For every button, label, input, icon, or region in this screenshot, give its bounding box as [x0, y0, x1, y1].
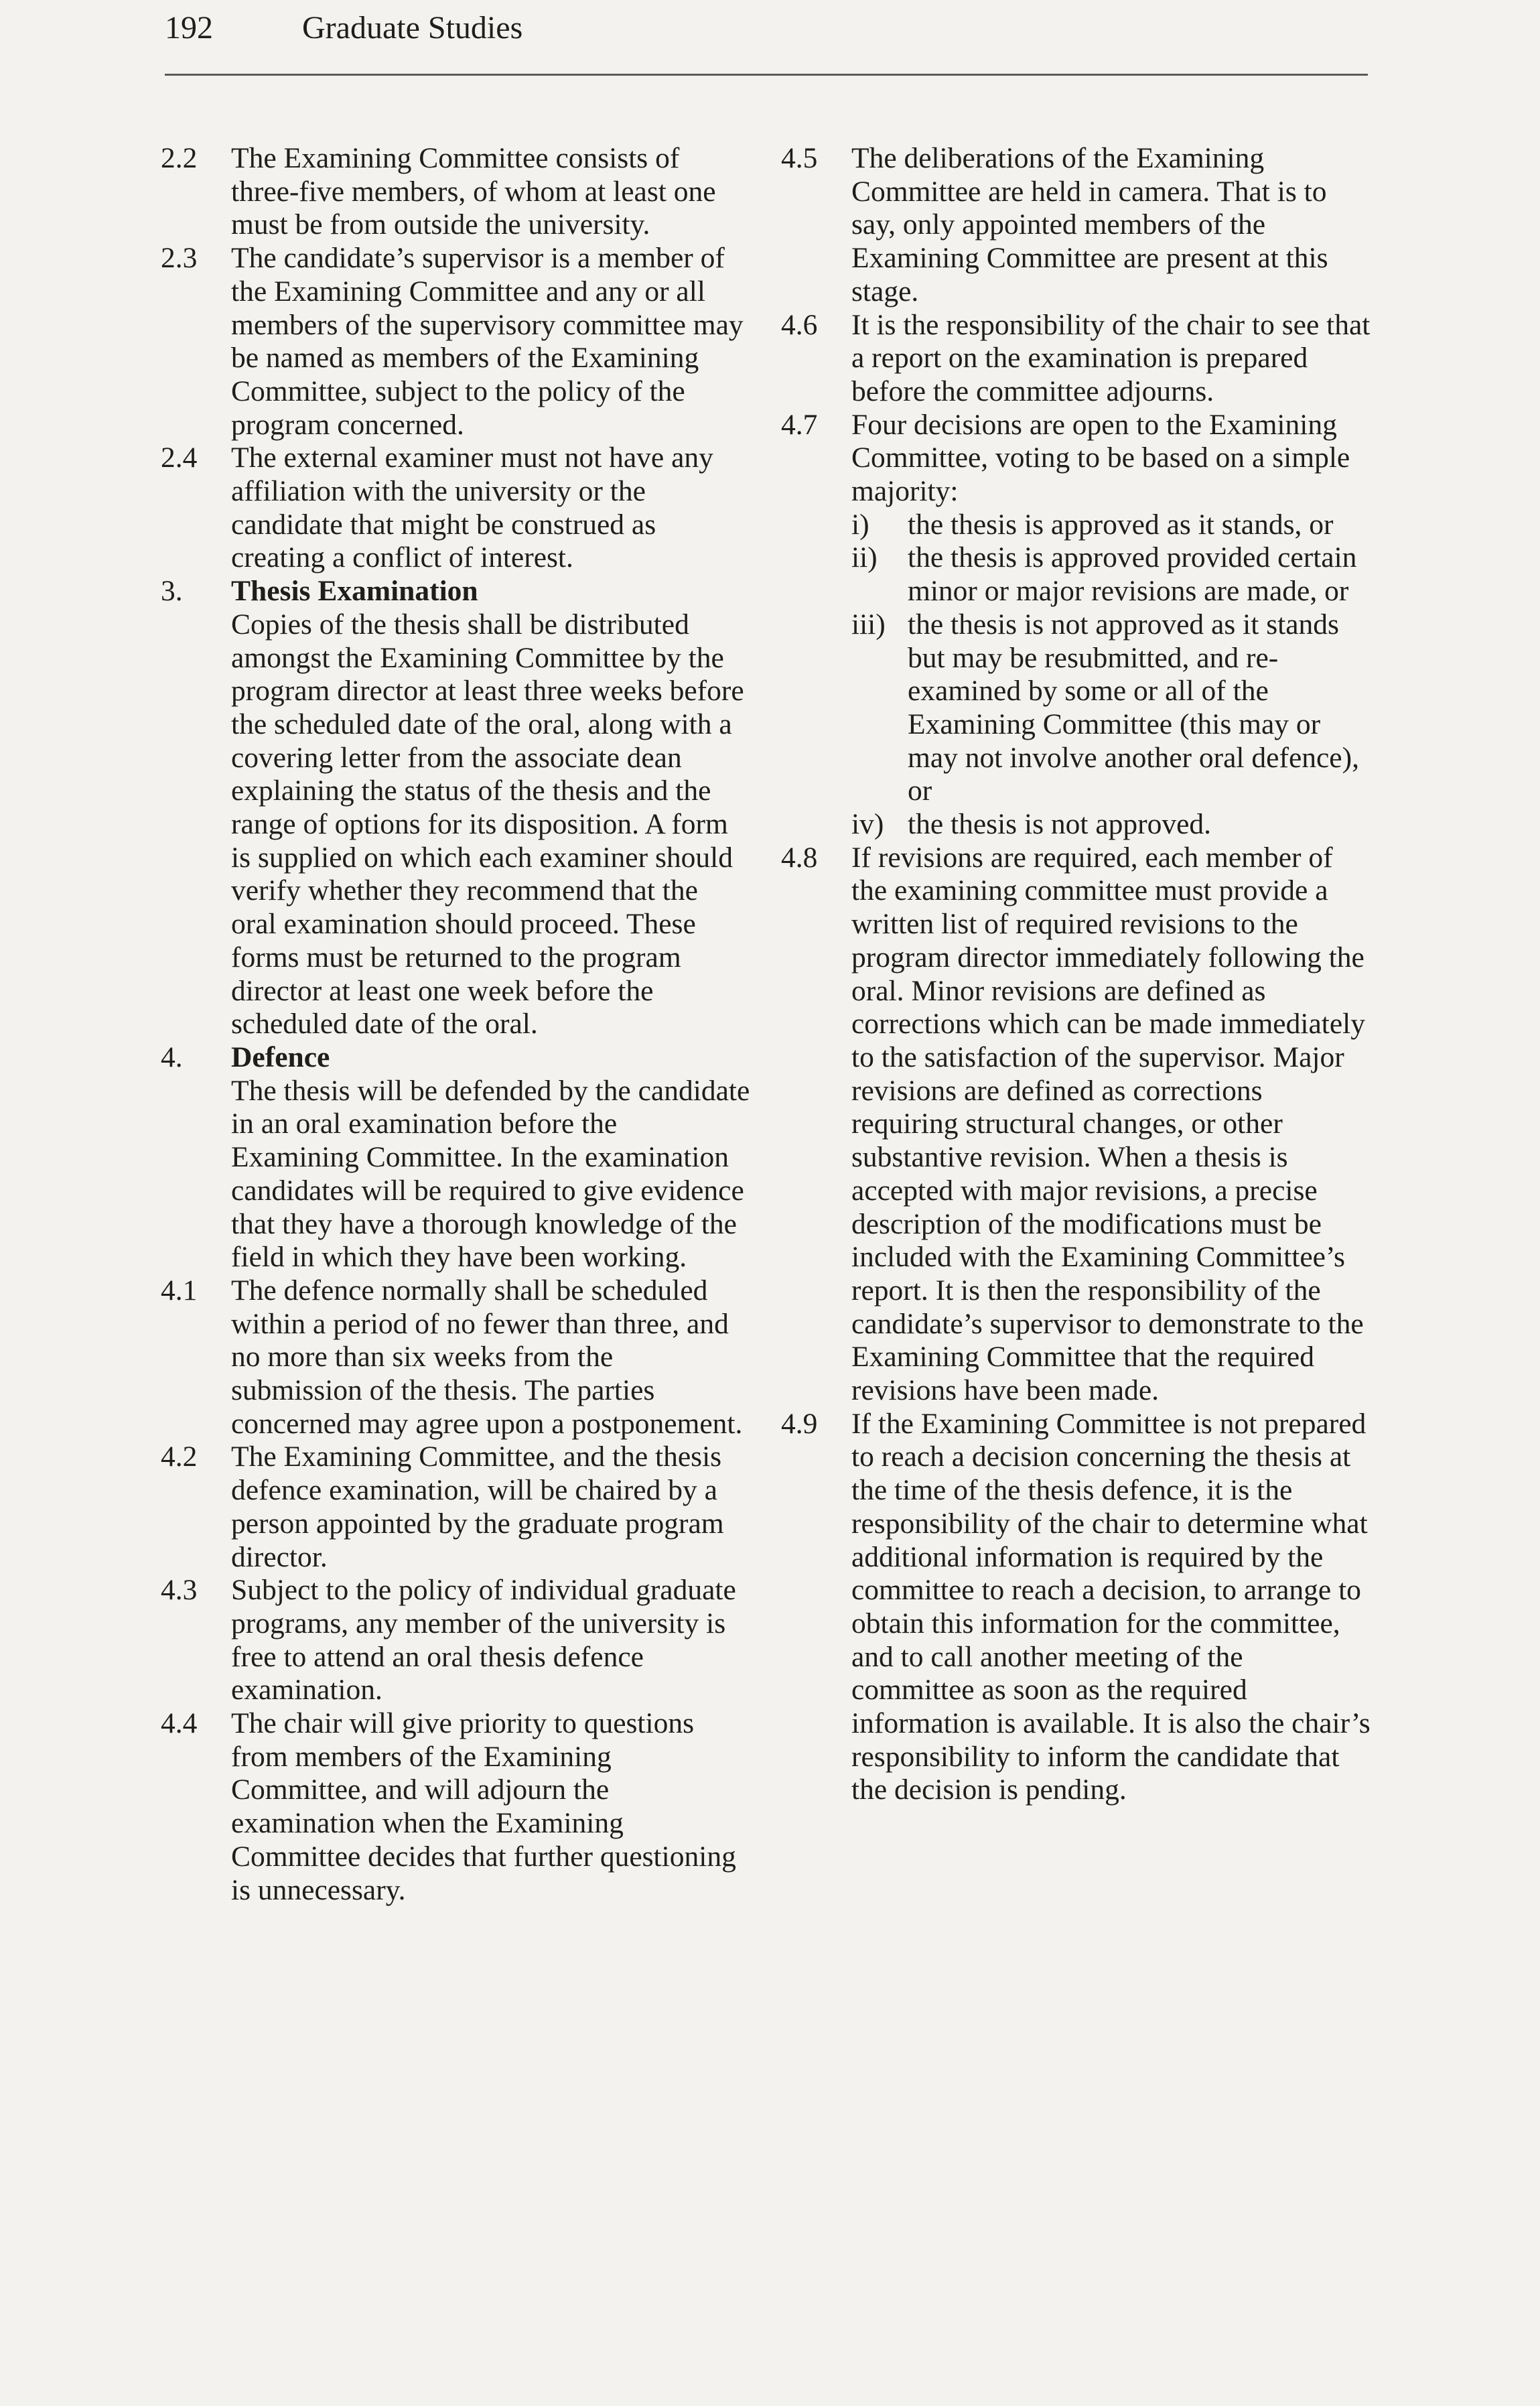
section-4-4	[161, 1707, 750, 1907]
option-numeral: ii)	[851, 541, 878, 574]
section-text: Copies of the thesis shall be distributed amongst the Examining Committee by the program director at least three weeks before the scheduled date of the oral, along with a covering letter from the associate dean explaining the status of the thesis and the range of options for its disposition. A form is supplied on which each examiner should verify whether they recommend that the oral examination should proceed. These forms must be returned to the program director at least one week before the scheduled date of the oral.	[231, 608, 744, 1041]
section-heading: Thesis Examination	[231, 575, 478, 608]
section-number: 2.3	[161, 242, 198, 275]
section-2-3	[161, 242, 750, 442]
section-text: The thesis will be defended by the candidate in an oral examination before the Examining Committee. In the examination candidates will be required to give evidence that they have a thorough knowledge of the field in which they have been working.	[231, 1074, 750, 1274]
section-2-2	[161, 142, 750, 242]
section-number: 4.8	[781, 841, 818, 874]
section-text: If revisions are required, each member of the examining committee must provide a written list of required revisions to the program director immediately following the oral. Minor revisions are defined as corrections which can be made immediately to the satisfaction of the supervisor. Major revisions are defined as corrections requiring structural changes, or other substantive revision. When a thesis is accepted with major revisions, a precise description of the modifications must be included with the Examining Committee’s report. It is then the responsibility of the candidate’s supervisor to demonstrate to the Examining Committee that the required revisions have been made.	[851, 841, 1365, 1407]
option-numeral: iii)	[851, 608, 886, 641]
section-4-5	[781, 142, 1371, 309]
section-text: The Examining Committee consists of three-five members, of whom at least one must be from outside the university.	[231, 142, 716, 241]
section-number: 3.	[161, 575, 183, 608]
section-4-6	[781, 309, 1371, 409]
section-number: 4.6	[781, 308, 818, 341]
section-text: If the Examining Committee is not prepared to reach a decision concerning the thesis at the time of the thesis defence, it is the responsibility of the chair to determine what additional information is required by the committee to reach a decision, to arrange to obtain this information for the committee, and to call another meeting of the committee as soon as the required information is available. It is also the chair’s responsibility to inform the candidate that the decision is pending.	[851, 1407, 1371, 1806]
section-text: The defence normally shall be scheduled within a period of no fewer than three, and no more than six weeks from the submission of the thesis. The parties concerned may agree upon a postponement.	[231, 1274, 743, 1440]
section-text: The chair will give priority to questions from members of the Examining Committee, and will adjourn the examination when the Examining Committee decides that further questioning is unnecessary.	[231, 1707, 736, 1906]
option-text: the thesis is not approved.	[908, 808, 1212, 841]
section-text: It is the responsibility of the chair to see that a report on the examination is prepared before the committee adjourns.	[851, 308, 1371, 407]
section-number: 4.2	[161, 1441, 198, 1473]
section-4-8	[781, 842, 1371, 1408]
section-text: The candidate’s supervisor is a member of the Examining Committee and any or all members of the supervisory committee may be named as members of the Examining Committee, subject to the policy of the program concerned.	[231, 242, 744, 441]
section-number: 2.2	[161, 142, 198, 174]
section-text: The external examiner must not have any affiliation with the university or the candidate that might be construed as creating a conflict of interest.	[231, 442, 713, 574]
section-number: 4.3	[161, 1574, 198, 1607]
section-4-1	[161, 1274, 750, 1441]
option-numeral: i)	[851, 508, 869, 541]
section-number: 4.4	[161, 1707, 198, 1740]
section-4-7	[781, 409, 1371, 842]
option-numeral: iv)	[851, 808, 884, 841]
left-column	[161, 142, 750, 1907]
decision-option-iii	[851, 608, 1371, 808]
running-title: Graduate Studies	[302, 10, 523, 46]
decision-option-iv	[851, 808, 1371, 842]
decision-option-i	[851, 509, 1371, 542]
section-number: 4.	[161, 1041, 183, 1073]
section-2-4	[161, 442, 750, 575]
section-heading: Defence	[231, 1041, 330, 1073]
page-header	[165, 7, 522, 50]
option-text: the thesis is not approved as it stands but may be resubmitted, and re-examined by some or all of the Examining Committee (this may or may not involve another oral defence), or	[908, 608, 1359, 807]
option-text: the thesis is approved as it stands, or	[908, 508, 1334, 541]
section-text: Four decisions are open to the Examining Committee, voting to be based on a simple majority:	[851, 408, 1350, 508]
page-number: 192	[165, 10, 213, 46]
section-number: 4.5	[781, 142, 818, 174]
section-text: The deliberations of the Examining Committee are held in camera. That is to say, only appointed members of the Examining Committee are present at this stage.	[851, 142, 1328, 308]
section-number: 4.7	[781, 408, 818, 441]
decision-option-ii	[851, 541, 1371, 608]
right-column	[781, 142, 1371, 1807]
section-4	[161, 1041, 750, 1274]
section-number: 4.1	[161, 1274, 198, 1307]
header-rule	[165, 74, 1368, 76]
section-number: 4.9	[781, 1407, 818, 1440]
section-4-2	[161, 1441, 750, 1574]
section-3	[161, 575, 750, 1041]
section-number: 2.4	[161, 442, 198, 474]
section-text: The Examining Committee, and the thesis defence examination, will be chaired by a person appointed by the graduate program director.	[231, 1441, 724, 1573]
section-4-3	[161, 1574, 750, 1707]
option-text: the thesis is approved provided certain minor or major revisions are made, or	[908, 541, 1357, 608]
section-text: Subject to the policy of individual graduate programs, any member of the university is free to attend an oral thesis defence examination.	[231, 1574, 736, 1707]
section-4-9	[781, 1408, 1371, 1807]
